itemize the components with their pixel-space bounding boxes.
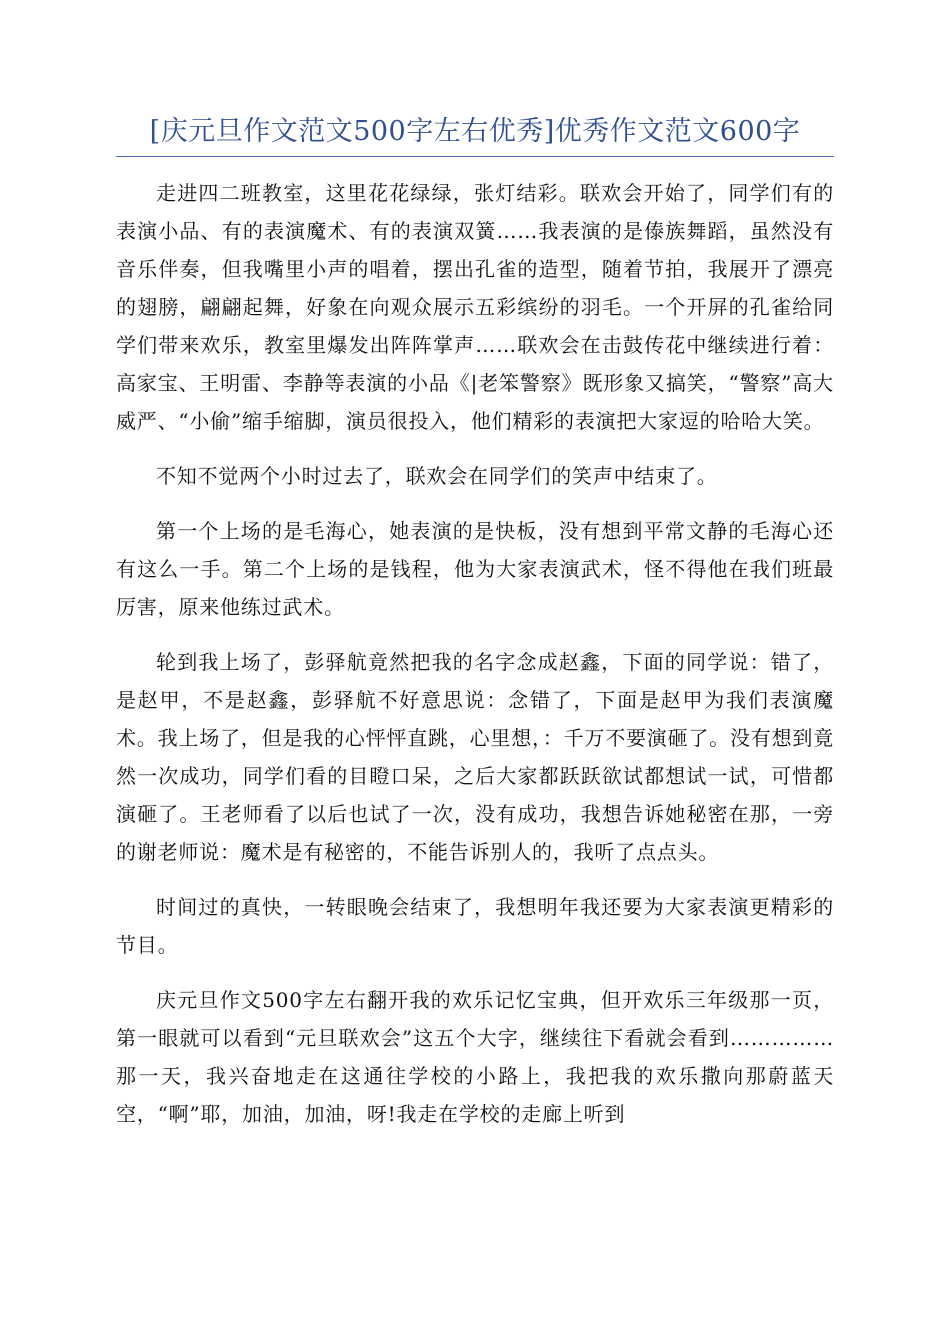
paragraph-6: 庆元旦作文500字左右翻开我的欢乐记忆宝典，但开欢乐三年级那一页，第一眼就可以看到“元旦联欢会”这五个大字，继续往下看就会看到……………那一天，我兴奋地走在这通往学校的小路上，我把我的欢乐撒向那蔚蓝天空，“啊”耶，加油，加油，呀!我走在学校的走廊上听到	[116, 988, 834, 1126]
document-body	[116, 174, 834, 1150]
paragraph-2: 不知不觉两个小时过去了，联欢会在同学们的笑声中结束了。	[156, 464, 718, 488]
paragraph-4: 轮到我上场了，彭驿航竟然把我的名字念成赵鑫，下面的同学说：错了，是赵甲，不是赵鑫，彭驿航不好意思说：念错了，下面是赵甲为我们表演魔术。我上场了，但是我的心怦怦直跳，心里想，：千万不要演砸了。没有想到竟然一次成功，同学们看的目瞪口呆，之后大家都跃跃欲试都想试一试，可惜都演砸了。王老师看了以后也试了一次，没有成功，我想告诉她秘密在那，一旁的谢老师说：魔术是有秘密的，不能告诉别人的，我听了点点头。	[116, 650, 834, 864]
title-underline	[116, 156, 834, 157]
paragraph-3: 第一个上场的是毛海心，她表演的是快板，没有想到平常文静的毛海心还有这么一手。第二个上场的是钱程，他为大家表演武术，怪不得他在我们班最厉害，原来他练过武术。	[116, 519, 834, 619]
paragraph-1: 走进四二班教室，这里花花绿绿，张灯结彩。联欢会开始了，同学们有的表演小品、有的表演魔术、有的表演双簧……我表演的是傣族舞蹈，虽然没有音乐伴奏，但我嘴里小声的唱着，摆出孔雀的造型，随着节拍，我展开了漂亮的翅膀，翩翩起舞，好象在向观众展示五彩缤纷的羽毛。一个开屏的孔雀给同学们带来欢乐，教室里爆发出阵阵掌声……联欢会在击鼓传花中继续进行着：高家宝、王明雷、李静等表演的小品《|老笨警察》既形象又搞笑，“警察”高大威严、“小偷”缩手缩脚，演员很投入，他们精彩的表演把大家逗的哈哈大笑。	[116, 181, 834, 433]
paragraph-5: 时间过的真快，一转眼晚会结束了，我想明年我还要为大家表演更精彩的节目。	[116, 895, 834, 957]
document-title: [庆元旦作文范文500字左右优秀]优秀作文范文600字	[149, 116, 801, 147]
